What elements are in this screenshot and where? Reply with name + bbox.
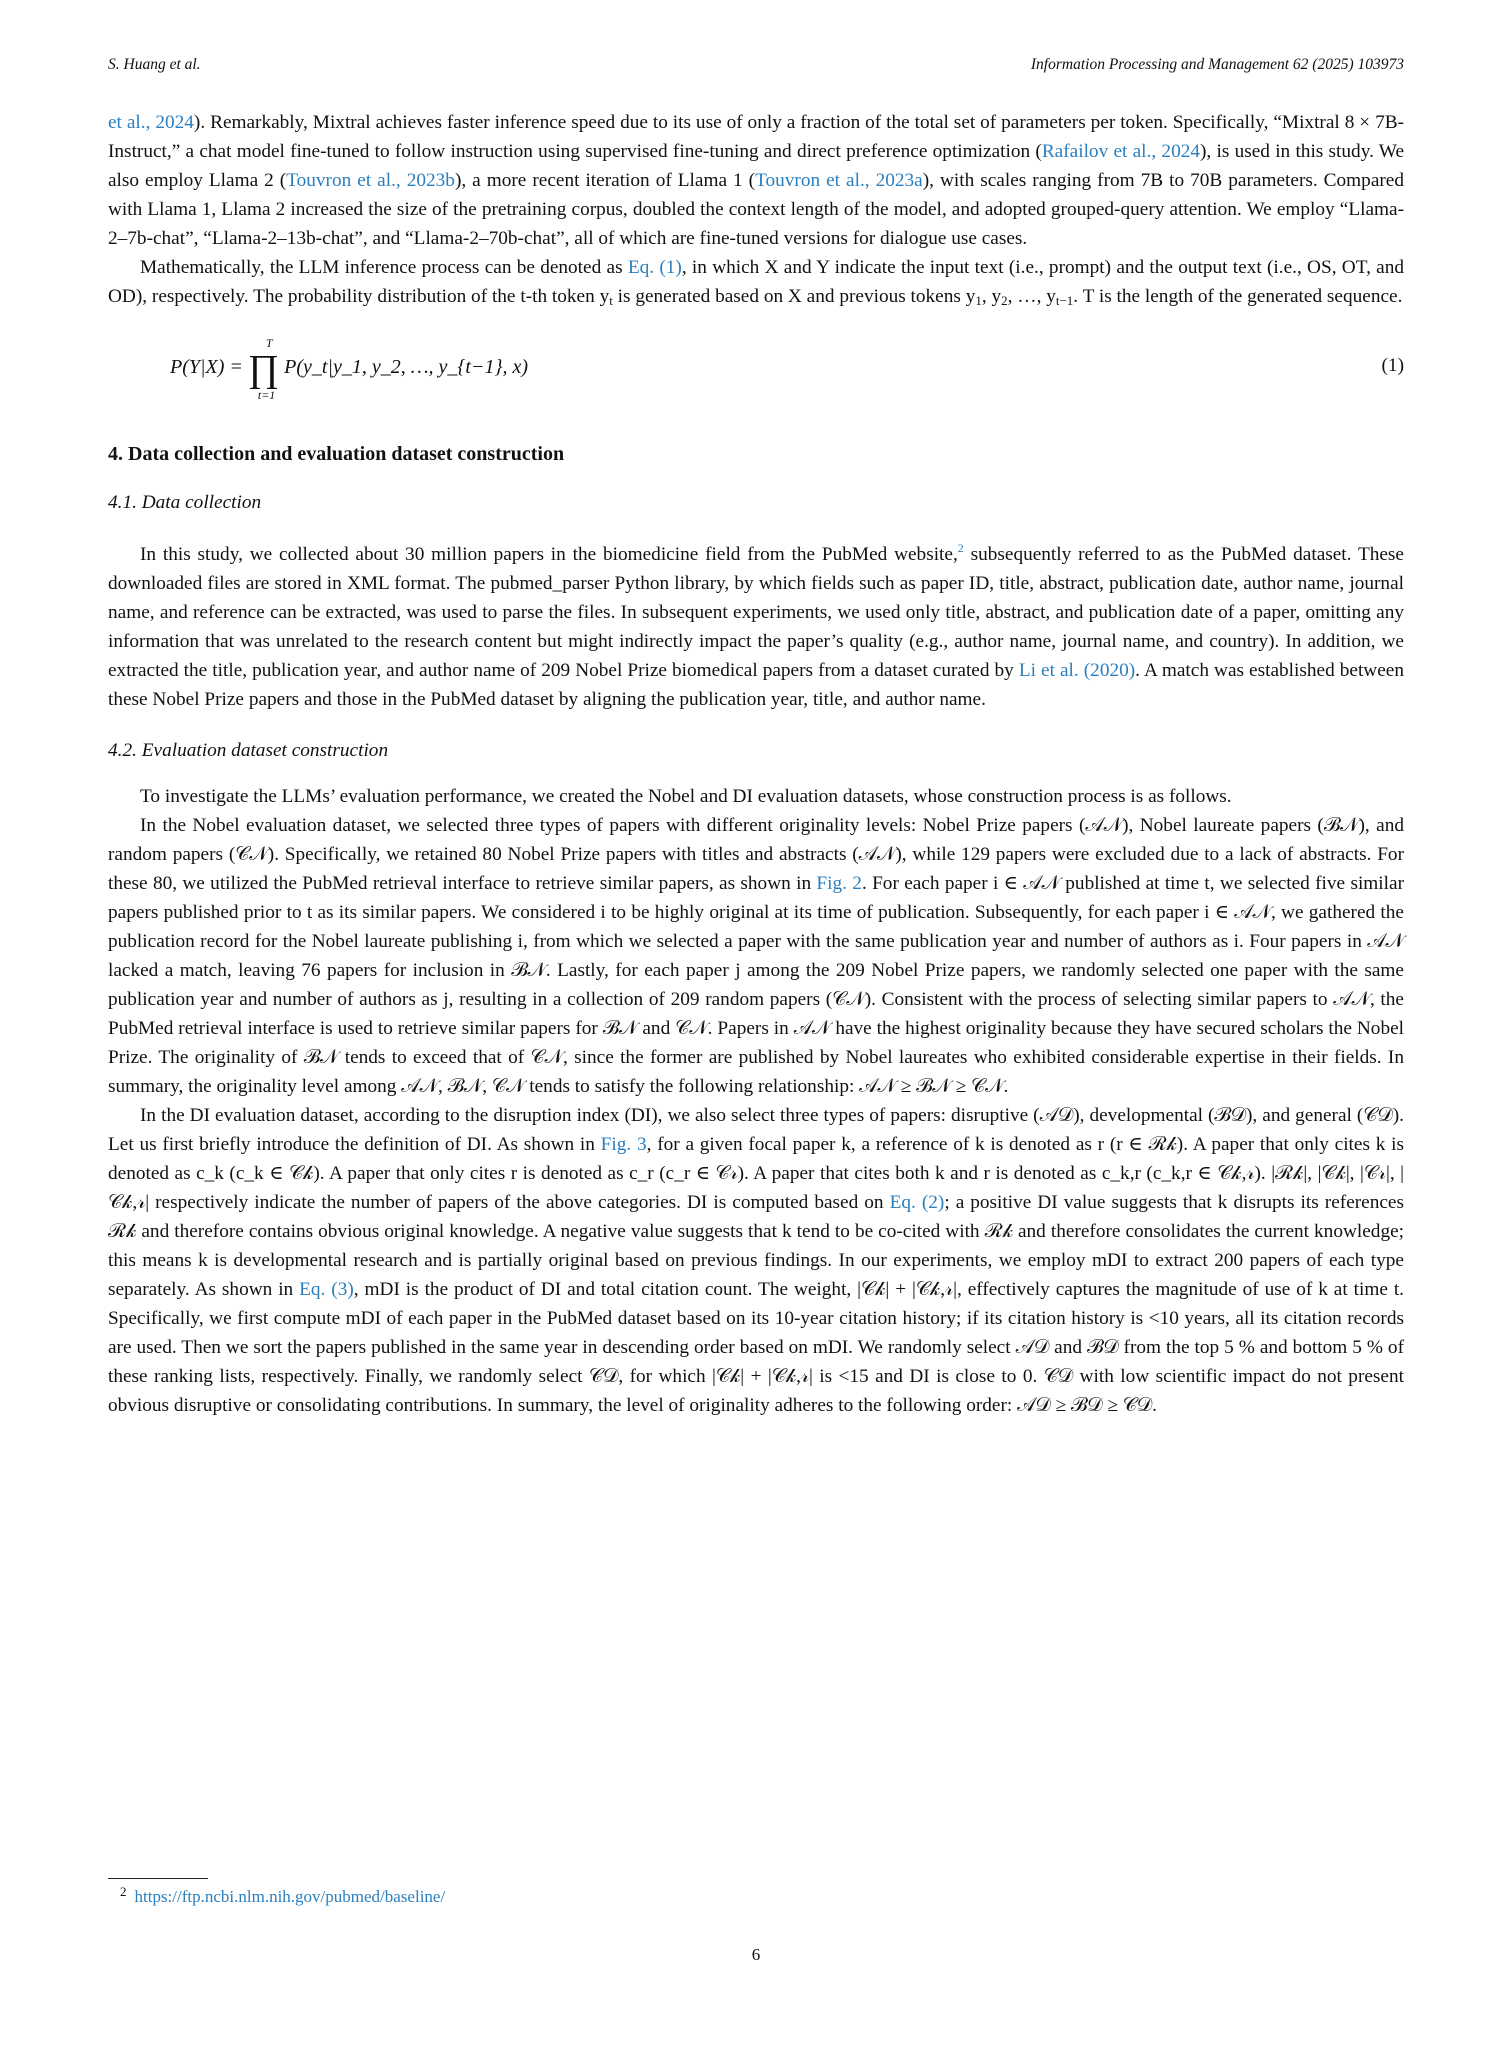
equation-expression: P(Y|X) = ∏ T t=1 P(y_t|y_1, y_2, …, y_{t−1}, x) — [170, 336, 528, 402]
equation-number: (1) — [1381, 355, 1404, 376]
citation-link[interactable]: Rafailov et al., 2024 — [1041, 141, 1200, 162]
section-heading: 4. Data collection and evaluation dataset construction — [108, 443, 565, 465]
paragraph-di-dataset: In the DI evaluation dataset, according to the disruption index (DI), we also select three types of papers: disruptive (𝒜𝒟), developmental (ℬ𝒟), and general (𝒞𝒟). Let us first briefly introduce the definition of DI. As shown in Fig. 3, for a given focal paper k, a reference of k is denoted as r (r ∈ ℛ𝓀). A paper that only cites k is denoted as c_k (c_k ∈ 𝒞𝓀). A paper that only cites r is denoted as c_r (c_r ∈ 𝒞𝓇). A paper that cites both k and r is denoted as c_k,r (c_k,r ∈ 𝒞𝓀,𝓇). |ℛ𝓀|, |𝒞𝓀|, |𝒞𝓇|, |𝒞𝓀,𝓇| respectively indicate the number of papers of the above categories. DI is computed based on Eq. (2); a positive DI value suggests that k disrupts its references ℛ𝓀 and therefore contains obvious original knowledge. A negative value suggests that k tend to be co-cited with ℛ𝓀 and therefore consolidates the current knowledge; this means k is developmental research and is partially original based on previous findings. In our experiments, we employ mDI to extract 200 papers of each type separately. As shown in Eq. (3), mDI is the product of DI and total citation count. The weight, |𝒞𝓀| + |𝒞𝓀,𝓇|, effectively captures the magnitude of use of k at time t. Specifically, we first compute mDI of each paper in the PubMed dataset based on its 10-year citation history; if its citation history is <10 years, all its citation records are used. Then we sort the papers published in the same year in descending order based on mDI. We randomly select 𝒜𝒟 and ℬ𝒟 from the top 5 % and bottom 5 % of these ranking lists, respectively. Finally, we randomly select 𝒞𝒟, for which |𝒞𝓀| + |𝒞𝓀,𝓇| is <15 and DI is close to 0. 𝒞𝒟 with low scientific impact do not present obvious disruptive or consolidating contributions. In summary, the level of originality adheres to the following order: 𝒜𝒟 ≥ ℬ𝒟 ≥ 𝒞𝒟. — [108, 1105, 1405, 1416]
citation-link[interactable]: Touvron et al., 2023a — [755, 170, 923, 191]
header-journal: Information Processing and Management 62 (2025) 103973 — [1030, 56, 1404, 73]
paragraph-data-collection: In this study, we collected about 30 million papers in the biomedicine field from the PubMed website,$^2$ subsequently referred to as the PubMed dataset. These downloaded files are stored in XML format. The pubmed_parser Python library, by which fields such as paper ID, title, abstract, publication date, author name, journal name, and reference can be extracted, was used to parse the files. In subsequent experiments, we used only title, abstract, and publication date of a paper, omitting any information that was unrelated to the research content but might indirectly impact the paper’s quality (e.g., author name, journal name, and country). In addition, we extracted the title, publication year, and author name of 209 Nobel Prize biomedical papers from a dataset curated by Li et al. (2020). A match was established between these Nobel Prize papers and those in the PubMed dataset by aligning the publication year, title, and author name. — [108, 541, 1404, 710]
subsection-heading: 4.1. Data collection — [108, 492, 262, 513]
product-symbol: ∏ T t=1 — [247, 336, 280, 402]
equation-link[interactable]: Eq. (1) — [627, 257, 682, 278]
header-authors: S. Huang et al. — [108, 56, 201, 73]
citation-link[interactable]: Touvron et al., 2023b — [286, 170, 455, 191]
equation-link[interactable]: Eq. (2) — [889, 1192, 945, 1213]
body-text — [108, 108, 1404, 1420]
footnote-url-link[interactable]: https://ftp.ncbi.nlm.nih.gov/pubmed/baseline/ — [134, 1887, 446, 1906]
figure-link[interactable]: Fig. 3 — [600, 1134, 647, 1155]
figure-link[interactable]: Fig. 2 — [816, 873, 862, 894]
footnote-divider — [108, 1878, 208, 1879]
subsection-heading: 4.2. Evaluation dataset construction — [108, 740, 389, 761]
page-number: 6 — [751, 1945, 761, 1964]
paragraph-nobel-dataset: In the Nobel evaluation dataset, we selected three types of papers with different originality levels: Nobel Prize papers (𝒜𝒩), Nobel laureate papers (ℬ𝒩), and random papers (𝒞𝒩). Specifically, we retained 80 Nobel Prize papers with titles and abstracts (𝒜𝒩), while 129 papers were excluded due to a lack of abstracts. For these 80, we utilized the PubMed retrieval interface to retrieve similar papers, as shown in Fig. 2. For each paper i ∈ 𝒜𝒩 published at time t, we selected five similar papers published prior to t as its similar papers. We considered i to be highly original at its time of publication. Subsequently, for each paper i ∈ 𝒜𝒩, we gathered the publication record for the Nobel laureate publishing i, from which we selected a paper with the same publication year and number of authors as i. Four papers in 𝒜𝒩 lacked a match, leaving 76 papers for inclusion in ℬ𝒩. Lastly, for each paper j among the 209 Nobel Prize papers, we randomly selected one paper with the same publication year and number of authors as j, resulting in a collection of 209 random papers (𝒞𝒩). Consistent with the process of selecting similar papers to 𝒜𝒩, the PubMed retrieval interface is used to retrieve similar papers for ℬ𝒩 and 𝒞𝒩. Papers in 𝒜𝒩 have the highest originality because they have secured scholars the Nobel Prize. The originality of ℬ𝒩 tends to exceed that of 𝒞𝒩, since the former are published by Nobel laureates who exhibited considerable expertise in their fields. In summary, the originality level among 𝒜𝒩, ℬ𝒩, 𝒞𝒩 tends to satisfy the following relationship: 𝒜𝒩 ≥ ℬ𝒩 ≥ 𝒞𝒩. — [108, 815, 1404, 1097]
paragraph-eval-intro: To investigate the LLMs’ evaluation performance, we created the Nobel and DI evaluation datasets, whose construction process is as follows. — [140, 786, 1232, 807]
footnote-marker[interactable]: 2 — [957, 541, 964, 555]
citation-link[interactable]: et al., 2024 — [108, 112, 194, 133]
equation-1 — [108, 329, 1404, 419]
footnote-number: 2 — [120, 1884, 127, 1899]
paragraph-mixtral-llama: et al., 2024). Remarkably, Mixtral achieves faster inference speed due to its use of only a fraction of the total set of parameters per token. Specifically, “Mixtral 8 × 7B-Instruct,” a chat model fine-tuned to follow instruction using supervised fine-tuning and direct preference optimization (Rafailov et al., 2024), is used in this study. We also employ Llama 2 (Touvron et al., 2023b), a more recent iteration of Llama 1 (Touvron et al., 2023a), with scales ranging from 7B to 70B parameters. Compared with Llama 1, Llama 2 increased the size of the pretraining corpus, doubled the context length of the model, and adopted grouped-query attention. We employ “Llama-2–7b-chat”, “Llama-2–13b-chat”, and “Llama-2–70b-chat”, all of which are fine-tuned versions for dialogue use cases. — [108, 112, 1405, 249]
paragraph-inference: Mathematically, the LLM inference process can be denoted as Eq. (1), in which X and Y indicate the input text (i.e., prompt) and the output text (i.e., OS, OT, and OD), respectively. The probability distribution of the t-th token $y_t$ is generated based on X and previous tokens $y_1$, $y_2$, …, $y_{t-1}$. T is the length of the generated sequence. — [108, 257, 1404, 308]
citation-link[interactable]: Li et al. (2020) — [1018, 660, 1136, 681]
equation-link[interactable]: Eq. (3) — [299, 1279, 354, 1300]
footnote — [120, 1884, 445, 1907]
